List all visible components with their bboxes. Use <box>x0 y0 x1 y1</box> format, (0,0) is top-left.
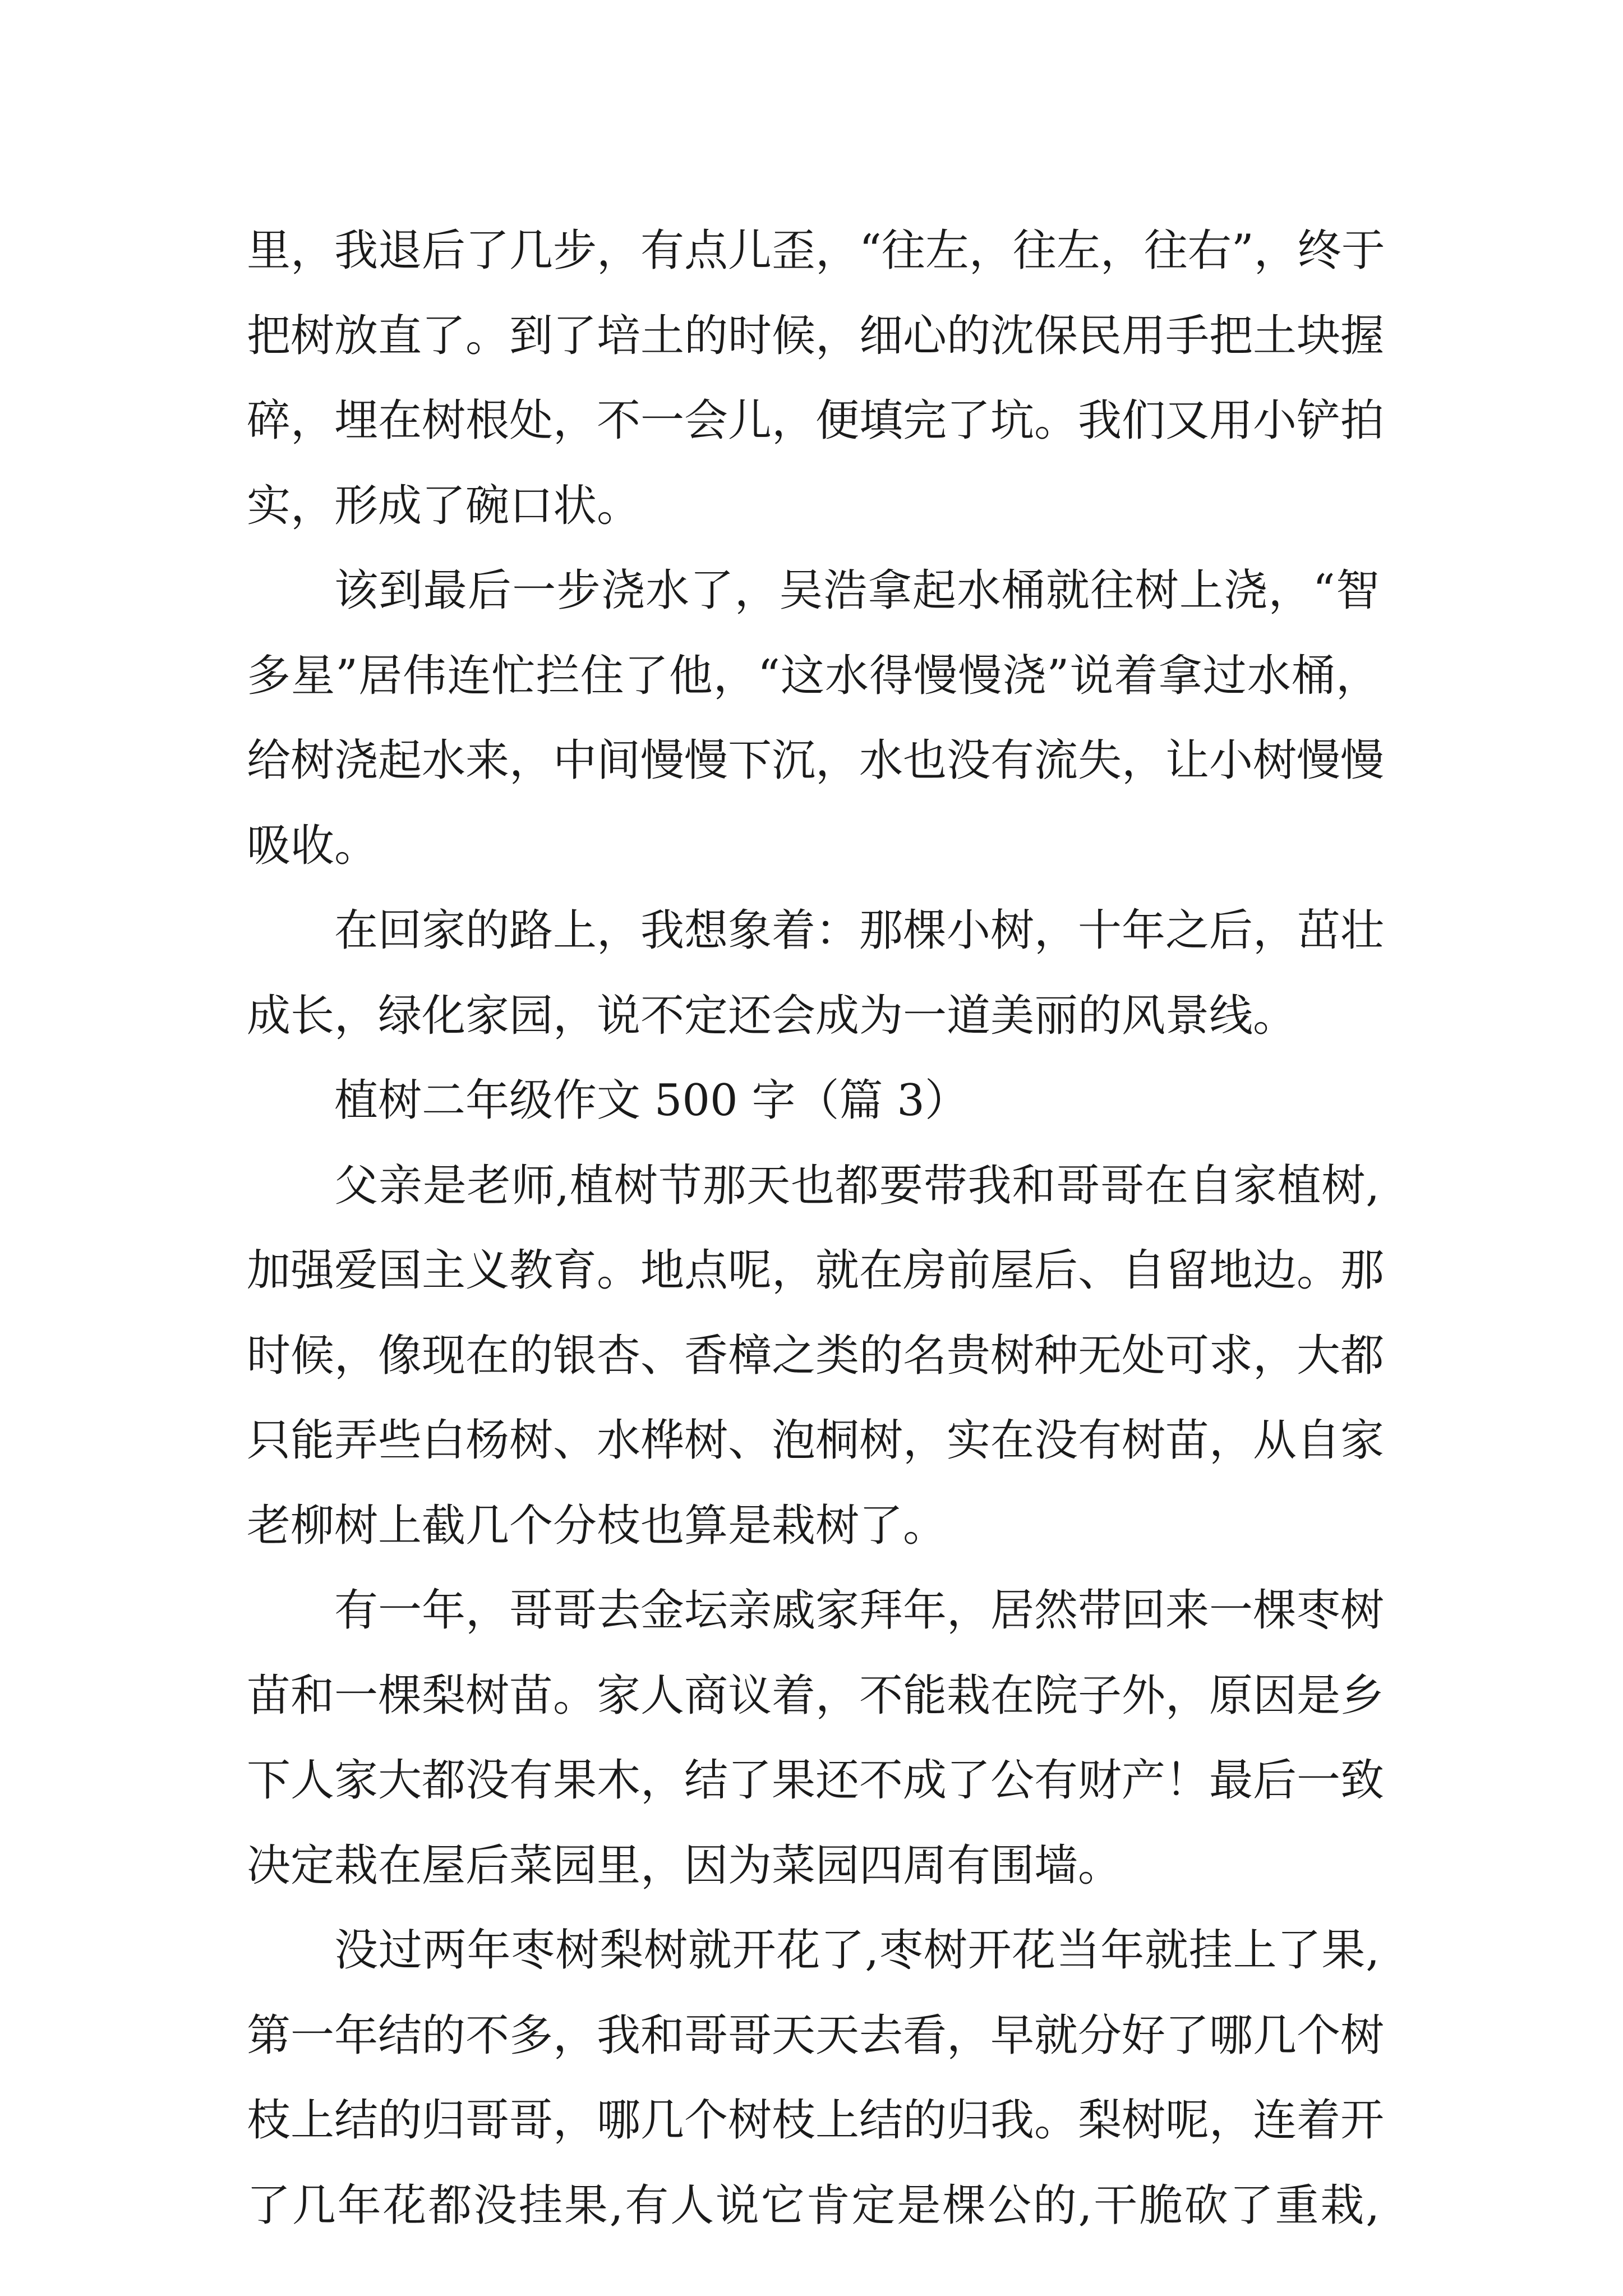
text-line: 老柳树上截几个分枝也算是栽树了。 <box>247 1500 947 1551</box>
text-line: 里，我退后了几步，有点儿歪，“往左，往左，往右”，终于 <box>247 226 1385 276</box>
text-line: 植树二年级作文 500 字（篇 3） <box>334 1075 969 1126</box>
text-line: 父亲是老师,植树节那天也都要带我和哥哥在自家植树, <box>334 1160 1380 1211</box>
text-line: 决定栽在屋后菜园里，因为菜园四周有围墙。 <box>247 1840 1122 1891</box>
text-line: 有一年，哥哥去金坛亲戚家拜年，居然带回来一棵枣树 <box>334 1585 1385 1636</box>
text-line: 把树放直了。到了培土的时候，细心的沈保民用手把土块握 <box>247 310 1385 361</box>
text-line: 多星”居伟连忙拦住了他，“这水得慢慢浇”说着拿过水桶， <box>247 650 1380 701</box>
text-line: 只能弄些白杨树、水桦树、泡桐树，实在没有树苗，从自家 <box>247 1415 1385 1466</box>
text-line: 实，形成了碗口状。 <box>247 480 641 531</box>
text-line: 没过两年枣树梨树就开花了,枣树开花当年就挂上了果, <box>334 1925 1380 1976</box>
text-line: 时候，像现在的银杏、香樟之类的名贵树种无处可求，大都 <box>247 1330 1385 1381</box>
text-line: 了几年花都没挂果,有人说它肯定是棵公的,干脆砍了重栽, <box>247 2180 1380 2231</box>
text-line: 第一年结的不多，我和哥哥天天去看，早就分好了哪几个树 <box>247 2010 1385 2061</box>
text-line: 下人家大都没有果木，结了果还不成了公有财产！最后一致 <box>247 1755 1385 1806</box>
text-line: 吸收。 <box>247 820 379 871</box>
text-line: 在回家的路上，我想象着：那棵小树，十年之后，茁壮 <box>334 905 1385 956</box>
text-line: 加强爱国主义教育。地点呢，就在房前屋后、自留地边。那 <box>247 1245 1385 1296</box>
text-line: 苗和一棵梨树苗。家人商议着，不能栽在院子外，原因是乡 <box>247 1670 1385 1721</box>
document-body <box>247 209 1385 2248</box>
text-line: 该到最后一步浇水了，吴浩拿起水桶就往树上浇，“智 <box>334 565 1380 616</box>
text-line: 成长，绿化家园，说不定还会成为一道美丽的风景线。 <box>247 990 1297 1041</box>
text-line: 枝上结的归哥哥，哪几个树枝上结的归我。梨树呢，连着开 <box>247 2095 1385 2146</box>
text-line: 给树浇起水来，中间慢慢下沉，水也没有流失，让小树慢慢 <box>247 735 1385 786</box>
text-line: 碎，埋在树根处，不一会儿，便填完了坑。我们又用小铲拍 <box>247 395 1385 446</box>
